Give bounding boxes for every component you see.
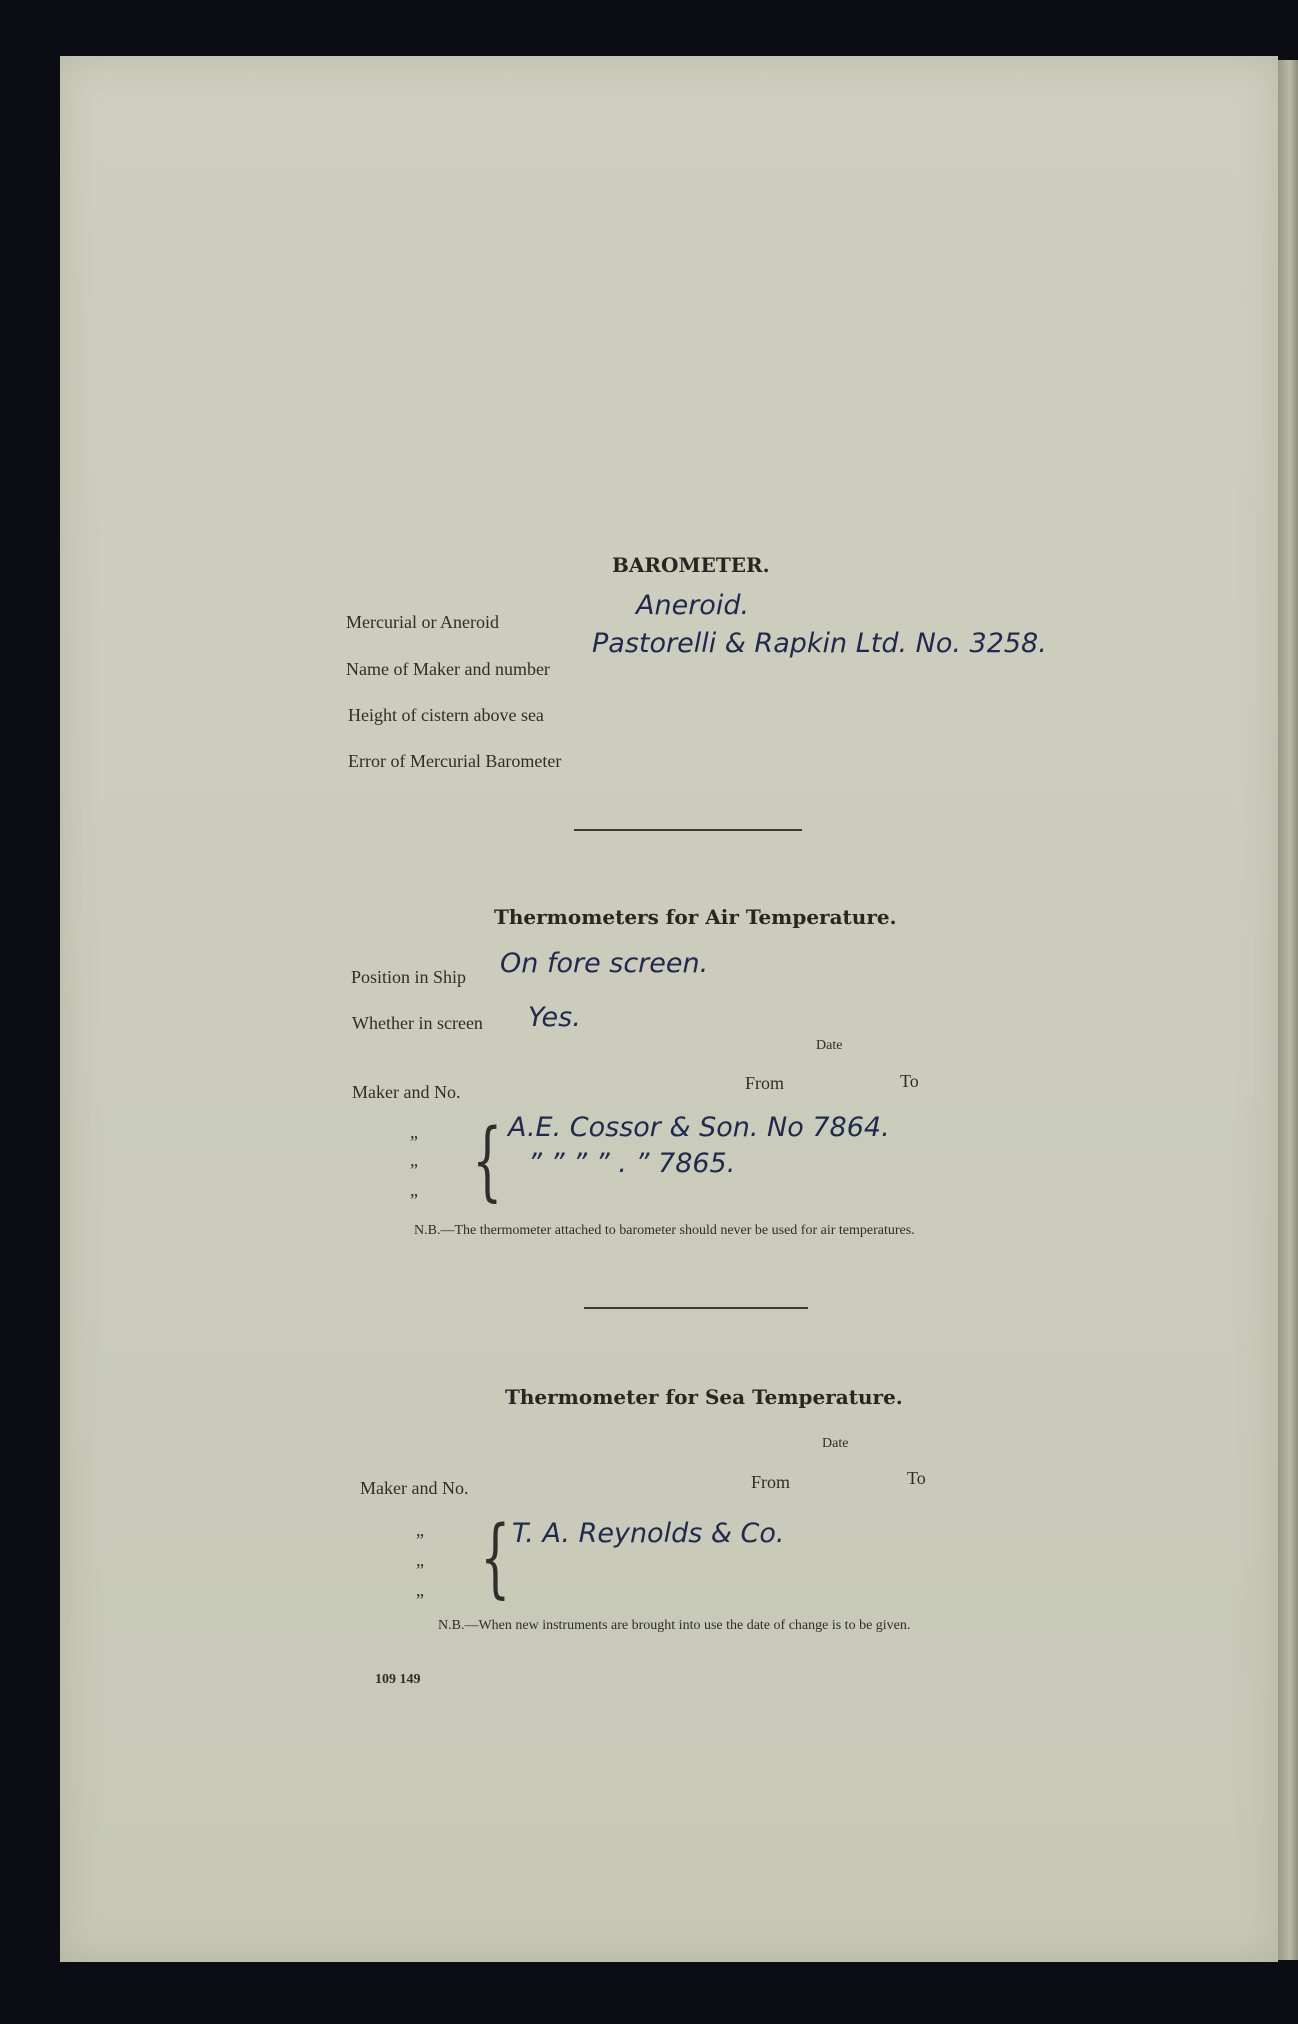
air-temperature-note: N.B.—The thermometer attached to barometer should never be used for air temperatures. [414, 1223, 915, 1238]
form-number: 109 149 [375, 1672, 421, 1687]
sea-entries-brace: { [480, 1508, 511, 1608]
sea-date-header: Date [822, 1436, 849, 1451]
air-thermometer-entry-1: A.E. Cossor & Son. No 7864. [508, 1112, 890, 1143]
sea-ditto-mark-2: ” [416, 1560, 424, 1580]
air-entries-brace: { [472, 1111, 503, 1211]
sea-ditto-mark-3: ” [416, 1590, 424, 1610]
air-date-header: Date [816, 1038, 843, 1053]
sea-thermometer-entry-1: T. A. Reynolds & Co. [512, 1518, 785, 1549]
maker-and-number-value: Pastorelli & Rapkin Ltd. No. 3258. [592, 628, 1047, 659]
air-ditto-mark-2: ” [410, 1160, 418, 1180]
air-thermometer-entry-2: ” ” ” ” . ” 7865. [528, 1148, 736, 1179]
air-from-header: From [745, 1073, 785, 1093]
cistern-height-label: Height of cistern above sea [348, 705, 544, 725]
mercurial-or-aneroid-value: Aneroid. [636, 590, 750, 621]
sea-from-header: From [751, 1472, 791, 1492]
section-divider [574, 829, 802, 831]
sea-temperature-title: Thermometer for Sea Temperature. [505, 1385, 903, 1409]
air-to-header: To [900, 1071, 919, 1091]
document-page [60, 56, 1278, 1962]
sea-temperature-note: N.B.—When new instruments are brought into use the date of change is to be given. [438, 1618, 911, 1633]
whether-in-screen-label: Whether in screen [352, 1013, 483, 1033]
air-temperature-title: Thermometers for Air Temperature. [494, 905, 897, 929]
mercurial-or-aneroid-label: Mercurial or Aneroid [346, 612, 499, 632]
position-in-ship-label: Position in Ship [351, 967, 467, 987]
next-page-edge [1278, 60, 1298, 1960]
air-maker-label: Maker and No. [352, 1082, 461, 1102]
position-in-ship-value: On fore screen. [500, 948, 709, 979]
sea-to-header: To [907, 1468, 926, 1488]
sea-maker-label: Maker and No. [360, 1478, 469, 1498]
section-divider [584, 1307, 808, 1309]
sea-ditto-mark-1: ” [416, 1530, 424, 1550]
whether-in-screen-value: Yes. [528, 1002, 581, 1033]
air-ditto-mark-1: ” [410, 1132, 418, 1152]
air-ditto-mark-3: ” [410, 1190, 418, 1210]
maker-and-number-label: Name of Maker and number [346, 659, 550, 679]
barometer-title: BAROMETER. [612, 553, 770, 577]
mercurial-error-label: Error of Mercurial Barometer [348, 751, 562, 771]
